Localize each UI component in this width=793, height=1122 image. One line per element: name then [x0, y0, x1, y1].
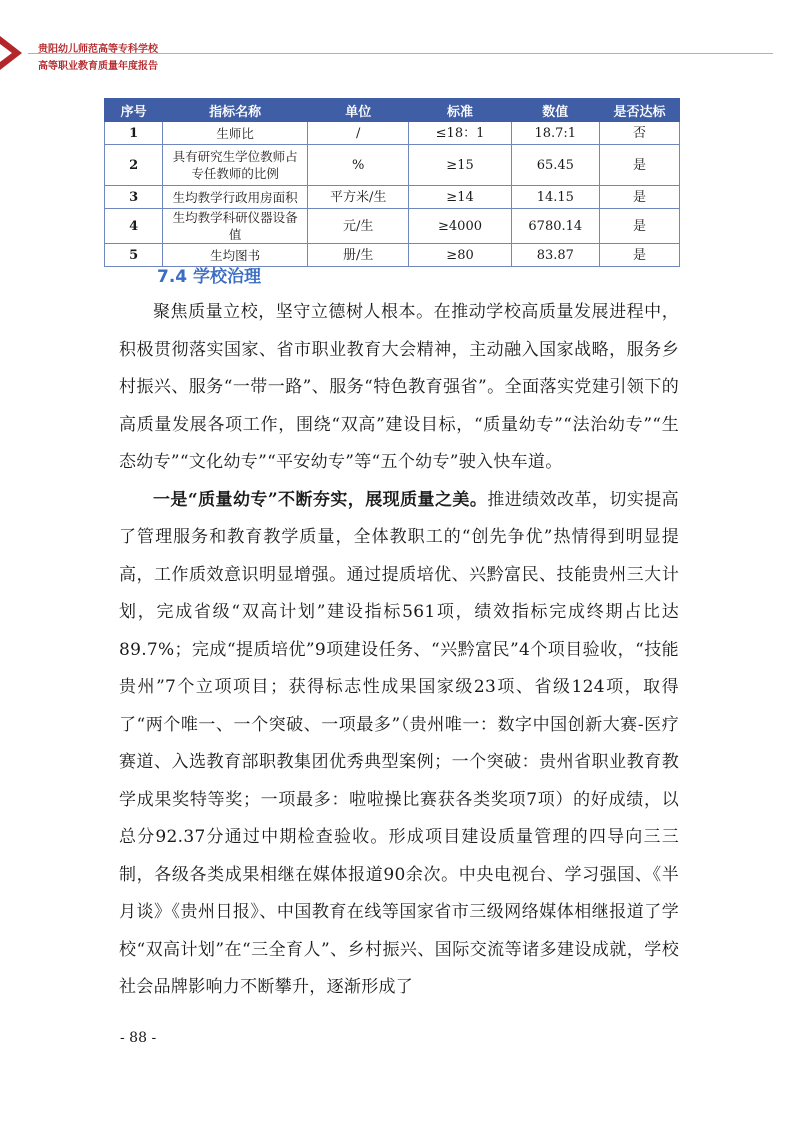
column-header-name: 指标名称	[163, 99, 308, 122]
cell-seq: 1	[105, 122, 163, 145]
school-logo-icon	[0, 36, 28, 70]
cell-seq: 4	[105, 209, 163, 244]
cell-name: 具有研究生学位教师占专任教师的比例	[163, 145, 308, 186]
column-header-value: 数值	[511, 99, 600, 122]
column-header-standard: 标准	[409, 99, 511, 122]
table-row	[105, 209, 680, 244]
school-name: 贵阳幼儿师范高等专科学校	[38, 44, 158, 55]
cell-standard: ≥15	[409, 145, 511, 186]
paragraph	[119, 482, 679, 1007]
cell-seq: 3	[105, 186, 163, 209]
cell-unit: %	[307, 145, 409, 186]
cell-unit: 元/生	[307, 209, 409, 244]
column-header-unit: 单位	[307, 99, 409, 122]
cell-standard: ≤18：1	[409, 122, 511, 145]
report-title: 高等职业教育质量年度报告	[38, 61, 158, 72]
cell-seq: 5	[105, 244, 163, 267]
paragraph: 聚焦质量立校，坚守立德树人根本。在推动学校高质量发展进程中，积极贯彻落实国家、省市职业教育大会精神，主动融入国家战略，服务乡村振兴、服务“一带一路”、服务“特色教育强省”。全面落实党建引领下的高质量发展各项工作，围绕“双高”建设目标，“质量幼专”“法治幼专”“生态幼专”“文化幼专”“平安幼专”等“五个幼专”驶入快车道。	[119, 302, 679, 472]
cell-standard: ≥4000	[409, 209, 511, 244]
table-header-row	[105, 99, 680, 122]
cell-standard: ≥80	[409, 244, 511, 267]
cell-unit: 册/生	[307, 244, 409, 267]
body-text	[119, 294, 679, 1007]
cell-unit: 平方米/生	[307, 186, 409, 209]
cell-standard: ≥14	[409, 186, 511, 209]
column-header-seq: 序号	[105, 99, 163, 122]
column-header-met: 是否达标	[600, 99, 680, 122]
cell-value: 14.15	[511, 186, 600, 209]
table-row	[105, 122, 680, 145]
cell-met: 是	[600, 145, 680, 186]
paragraph-body: 推进绩效改革，切实提高了管理服务和教育教学质量，全体教职工的“创先争优”热情得到明显提高，工作质效意识明显增强。通过提质培优、兴黔富民、技能贵州三大计划，完成省级“双高计划”建设指标561项，绩效指标完成终期占比达89.7%；完成“提质培优”9项建设任务、“兴黔富民”4个项目验收，“技能贵州”7个立项项目；获得标志性成果国家级23项、省级124项，取得了“两个唯一、一个突破、一项最多”（贵州唯一：数字中国创新大赛-医疗赛道、入选教育部职教集团优秀典型案例；一个突破：贵州省职业教育教学成果奖特等奖；一项最多：啦啦操比赛获各类奖项7项）的好成绩，以总分92.37分通过中期检查验收。形成项目建设质量管理的四导向三三制，各级各类成果相继在媒体报道90余次。中央电视台、学习强国、《半月谈》《贵州日报》、中国教育在线等国家省市三级网络媒体相继报道了学校“双高计划”在“三全育人”、乡村振兴、国际交流等诸多建设成就，学校社会品牌影响力不断攀升，逐渐形成了	[119, 489, 679, 997]
table-row	[105, 145, 680, 186]
cell-name: 生均图书	[163, 244, 308, 267]
cell-value: 65.45	[511, 145, 600, 186]
table-row	[105, 186, 680, 209]
cell-value: 18.7:1	[511, 122, 600, 145]
cell-met: 是	[600, 244, 680, 267]
cell-unit: /	[307, 122, 409, 145]
cell-met: 是	[600, 186, 680, 209]
paragraph-lead: 一是“质量幼专”不断夯实，展现质量之美。	[153, 489, 488, 510]
cell-value: 6780.14	[511, 209, 600, 244]
section-title: 7.4 学校治理	[157, 267, 262, 287]
cell-met: 否	[600, 122, 680, 145]
metrics-table	[104, 98, 680, 267]
cell-name: 生师比	[163, 122, 308, 145]
cell-name: 生均教学行政用房面积	[163, 186, 308, 209]
page-number: - 88 -	[120, 1030, 157, 1046]
page-header	[0, 0, 793, 80]
cell-value: 83.87	[511, 244, 600, 267]
cell-met: 是	[600, 209, 680, 244]
cell-name: 生均教学科研仪器设备值	[163, 209, 308, 244]
cell-seq: 2	[105, 145, 163, 186]
